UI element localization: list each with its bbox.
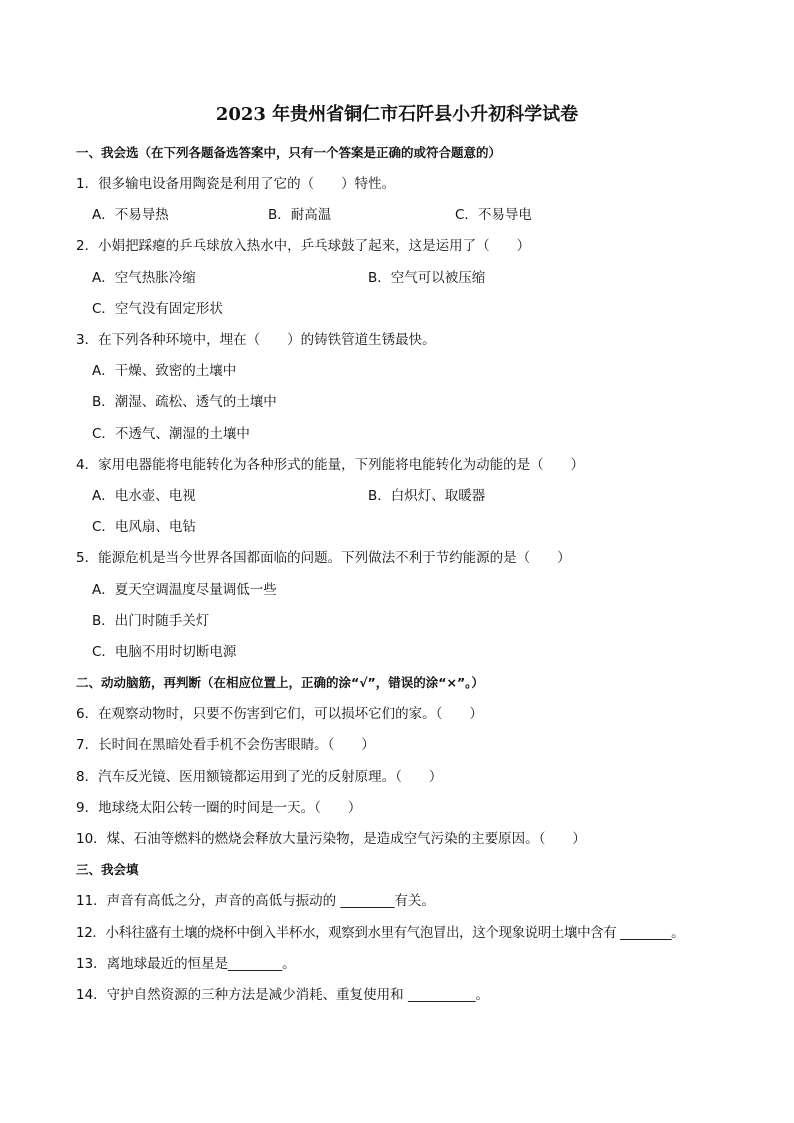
question-3: 3．在下列各种环境中，埋在（ ）的铸铁管道生锈最快。 (76, 332, 436, 348)
question-4: 4．家用电器能将电能转化为各种形式的能量，下列能将电能转化为动能的是（ ） (76, 457, 585, 473)
question-12: 12．小科往盛有土壤的烧杯中倒入半杯水，观察到水里有气泡冒出，这个现象说明土壤中含有 ________。 (76, 925, 685, 941)
question-3-option-c: C．不透气、潮湿的土壤中 (92, 426, 250, 442)
section-heading-judge: 二、动动脑筋，再判断（在相应位置上，正确的涂“√”，错误的涂“×”。） (76, 675, 484, 690)
question-14: 14．守护自然资源的三种方法是减少消耗、重复使用和 __________。 (76, 987, 489, 1003)
question-10: 10．煤、石油等燃料的燃烧会释放大量污染物，是造成空气污染的主要原因。（ ） (76, 831, 586, 847)
question-5-option-b: B．出门时随手关灯 (92, 613, 210, 629)
question-9: 9．地球绕太阳公转一圈的时间是一天。（ ） (76, 800, 362, 816)
question-4-option-a: A．电水壶、电视 (92, 488, 196, 504)
question-5-option-c: C．电脑不用时切断电源 (92, 644, 237, 660)
section-heading-choice: 一、我会选（在下列各题备选答案中，只有一个答案是正确的或符合题意的） (76, 145, 502, 160)
question-2-option-b: B．空气可以被压缩 (368, 270, 486, 286)
section-heading-fill: 三、我会填 (76, 862, 139, 877)
question-4-option-b: B．白炽灯、取暖器 (368, 488, 486, 504)
question-2: 2．小娟把踩瘪的乒乓球放入热水中，乒乓球鼓了起来，这是运用了（ ） (76, 238, 531, 254)
question-1-option-a: A．不易导热 (92, 207, 169, 223)
question-1-option-c: C．不易导电 (455, 207, 532, 223)
question-5-option-a: A．夏天空调温度尽量调低一些 (92, 582, 277, 598)
question-4-option-c: C．电风扇、电钻 (92, 519, 196, 535)
page-title: 2023 年贵州省铜仁市石阡县小升初科学试卷 (215, 104, 579, 125)
question-3-option-a: A．干燥、致密的土壤中 (92, 363, 237, 379)
question-11: 11．声音有高低之分，声音的高低与振动的 ________有关。 (76, 893, 435, 909)
question-1: 1．很多输电设备用陶瓷是利用了它的（ ）特性。 (76, 176, 396, 192)
question-3-option-b: B．潮湿、疏松、透气的土壤中 (92, 394, 277, 410)
question-8: 8．汽车反光镜、医用额镜都运用到了光的反射原理。（ ） (76, 769, 443, 785)
question-6: 6．在观察动物时，只要不伤害到它们，可以损坏它们的家。（ ） (76, 706, 483, 722)
question-1-option-b: B．耐高温 (268, 207, 332, 223)
question-2-option-c: C．空气没有固定形状 (92, 301, 223, 317)
question-7: 7．长时间在黑暗处看手机不会伤害眼睛。（ ） (76, 737, 375, 753)
question-13: 13．离地球最近的恒星是________。 (76, 956, 296, 972)
question-2-option-a: A．空气热胀冷缩 (92, 270, 196, 286)
question-5: 5．能源危机是当今世界各国都面临的问题。下列做法不利于节约能源的是（ ） (76, 550, 571, 566)
